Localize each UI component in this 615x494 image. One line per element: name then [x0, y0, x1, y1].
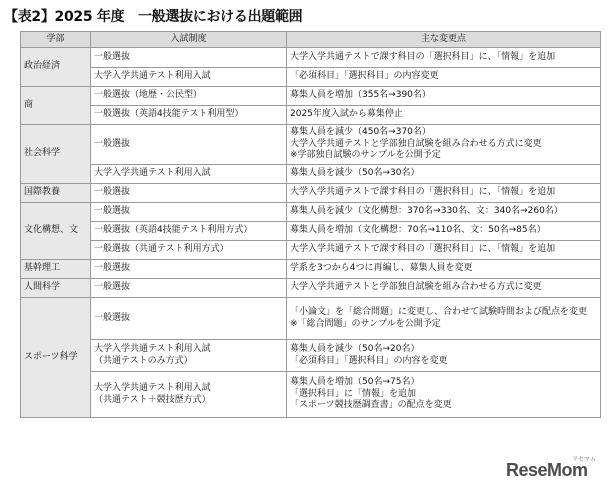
system-cell: 一般選抜（英語4技能テスト利用方式）	[91, 222, 287, 241]
change-line: 「選択科目」に「情報」を追加	[290, 388, 417, 399]
change-cell: 学系を3つから4つに再編し、募集人員を変更	[287, 260, 601, 279]
change-cell: 2025年度入試から募集停止	[287, 106, 601, 125]
table-row	[21, 260, 601, 279]
header-system: 入試制度	[91, 32, 287, 48]
system-cell: 一般選抜	[91, 260, 287, 279]
table-row	[21, 203, 601, 222]
system-cell: 一般選抜	[91, 48, 287, 68]
faculty-cell: 社会科学	[21, 125, 91, 184]
change-cell	[287, 372, 601, 418]
change-cell: 募集人員を増加（355名→390名）	[287, 87, 601, 106]
change-line: ※学部独自試験のサンプルを公開予定	[290, 150, 441, 161]
table-title: 【表2】2025 年度 一般選抜における出題範囲	[4, 9, 303, 25]
change-cell: 大学入学共通テストで課す科目の「選択科目」に、「情報」を追加	[287, 241, 601, 260]
table-row	[21, 279, 601, 298]
logo-subtext: リセマム	[572, 456, 596, 463]
change-line: 募集人員を増加（50名→75名）	[290, 377, 420, 388]
change-cell	[287, 298, 601, 340]
faculty-cell: 商	[21, 87, 91, 125]
exam-changes-table	[20, 31, 601, 418]
table-row	[21, 165, 601, 184]
table-row	[21, 68, 601, 87]
faculty-cell: スポーツ科学	[21, 298, 91, 418]
table-row	[21, 48, 601, 68]
table-row	[21, 241, 601, 260]
faculty-cell: 国際教養	[21, 184, 91, 203]
table-row	[21, 298, 601, 340]
change-line: 募集人員を減少（50名→20名）	[290, 344, 420, 354]
change-cell: 募集人員を減少（50名→30名）	[287, 165, 601, 184]
system-cell: 一般選抜	[91, 184, 287, 203]
header-row	[21, 32, 601, 48]
system-line: （共通テスト＋競技歴方式）	[94, 394, 211, 405]
table-row	[21, 125, 601, 165]
faculty-cell: 文化構想、文	[21, 203, 91, 260]
change-cell: 募集人員を減少（文化構想：370名→330名、文：340名→260名）	[287, 203, 601, 222]
table-row	[21, 340, 601, 372]
system-cell	[91, 340, 287, 372]
change-cell: 大学入学共通テストで課す科目の「選択科目」に、「情報」を追加	[287, 184, 601, 203]
change-cell: 募集人員を増加（文化構想：70名→110名、文：50名→85名）	[287, 222, 601, 241]
header-change: 主な変更点	[287, 32, 601, 48]
change-cell	[287, 125, 601, 165]
table-row	[21, 106, 601, 125]
system-cell	[91, 372, 287, 418]
change-line: ※「総合問題」のサンプルを公開予定	[290, 318, 441, 329]
system-line: 大学入学共通テスト利用入試	[94, 344, 211, 354]
change-line: 「必須科目」「選択科目」の内容を変更	[290, 355, 448, 366]
header-faculty: 学部	[21, 32, 91, 48]
faculty-cell: 基幹理工	[21, 260, 91, 279]
system-cell: 一般選抜（英語4技能テスト利用型）	[91, 106, 287, 125]
system-cell: 一般選抜	[91, 203, 287, 222]
system-cell: 一般選抜	[91, 298, 287, 340]
system-line: （共通テストのみ方式）	[94, 355, 193, 366]
faculty-cell: 人間科学	[21, 279, 91, 298]
change-cell: 大学入学共通テストと学部独自試験を組み合わせる方式に変更	[287, 279, 601, 298]
faculty-cell: 政治経済	[21, 48, 91, 87]
change-cell	[287, 340, 601, 372]
system-cell: 一般選抜	[91, 125, 287, 165]
change-cell: 大学入学共通テストで課す科目の「選択科目」に、「情報」を追加	[287, 48, 601, 68]
table-row	[21, 372, 601, 418]
resemom-logo: ReseMom	[506, 460, 588, 480]
system-cell: 一般選抜	[91, 279, 287, 298]
table-row	[21, 184, 601, 203]
change-line: 「小論文」を「総合問題」に変更し、合わせて試験時間および配点を変更	[290, 307, 588, 317]
system-cell: 大学入学共通テスト利用入試	[91, 165, 287, 184]
system-line: 大学入学共通テスト利用入試	[94, 383, 211, 393]
change-line: 大学入学共通テストと学部独自試験を組み合わせる方式に変更	[290, 138, 542, 149]
change-line: 「スポーツ競技歴調査書」の配点を変更	[290, 400, 452, 411]
change-line: 募集人員を減少（450名→370名）	[290, 127, 431, 138]
table-row	[21, 222, 601, 241]
system-cell: 一般選抜（共通テスト利用方式）	[91, 241, 287, 260]
table-row	[21, 87, 601, 106]
system-cell: 大学入学共通テスト利用入試	[91, 68, 287, 87]
system-cell: 一般選抜（地歴・公民型）	[91, 87, 287, 106]
change-cell: 「必須科目」「選択科目」の内容変更	[287, 68, 601, 87]
